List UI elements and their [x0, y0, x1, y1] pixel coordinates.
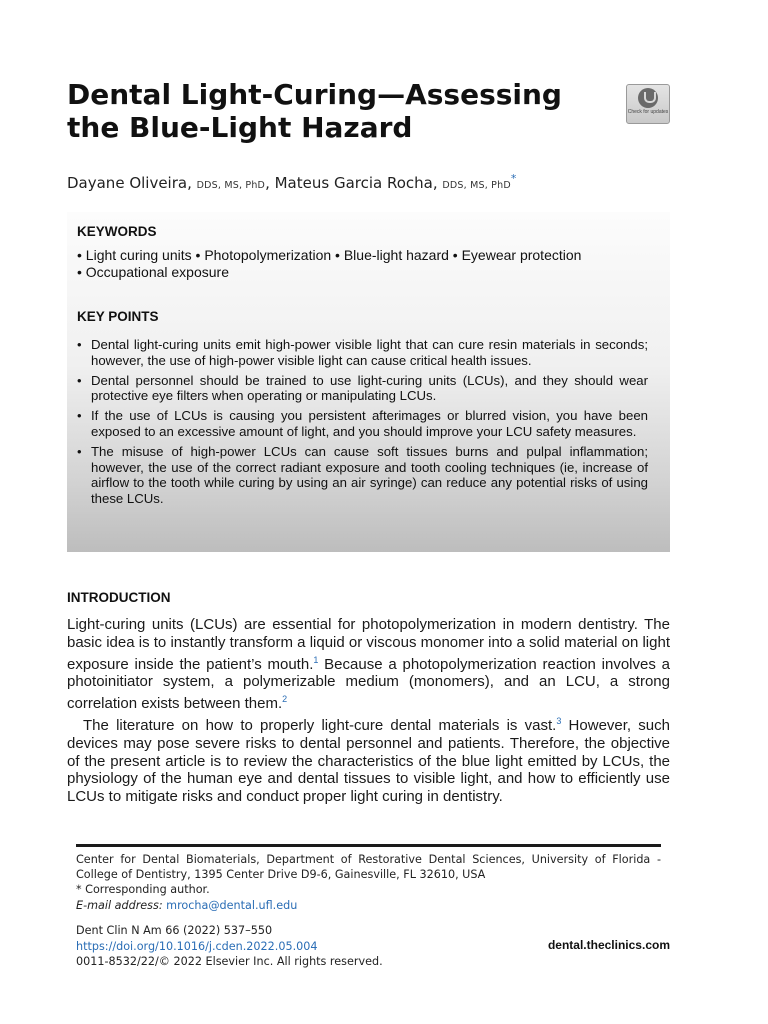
introduction-heading: INTRODUCTION [67, 590, 171, 605]
author-degrees: DDS, MS, PhD [196, 180, 266, 191]
check-for-updates-badge[interactable] [626, 84, 670, 124]
author-list [67, 172, 707, 192]
key-point-item: • If the use of LCUs is causing you persistent afterimages or blurred vision, you have been exposed to an excessive amount of light, and you should improve your LCU safety measures. [77, 408, 648, 440]
key-points-list [77, 337, 648, 511]
corresponding-note: * Corresponding author. [76, 883, 210, 897]
keywords-line: • Occupational exposure [77, 264, 229, 280]
reference-link[interactable]: 2 [282, 694, 288, 705]
paragraph-text: Because a photopolymerization reaction involves a photoinitiator system, a polymerizable medium (monomers), and an LCU, a strong correlation exists between them. [67, 655, 670, 713]
email-line [76, 898, 661, 913]
paragraph-text: Light-curing units (LCUs) are essential for photopolymerization in modern dentistry. The basic idea is to instantly transform a liquid or viscous monomer into a solid material on light exposure inside the patient’s mouth. [67, 616, 670, 673]
key-point-item: • Dental personnel should be trained to use light-curing units (LCUs), and they should wear protective eye filters when operating or manipulating LCUs. [77, 373, 648, 405]
footer-divider [76, 844, 661, 847]
paragraph-text: However, such devices may pose severe risks to dental personnel and patients. Therefore, the objective of the present article is to review the characteristics of the blue light emitted by LCUs, the physiology of the human eye and dental tissues to visible light, and how to efficiently use LCUs to mitigate risks and conduct proper light curing in dentistry. [67, 716, 670, 806]
email-link[interactable]: mrocha@dental.ufl.edu [166, 898, 298, 912]
key-points-heading: KEY POINTS [77, 309, 159, 324]
paragraph [67, 713, 670, 806]
badge-label: Check for updates [627, 109, 669, 115]
email-label: E-mail address: [76, 898, 163, 912]
doi-link[interactable]: https://doi.org/10.1016/j.cden.2022.05.004 [76, 939, 318, 953]
keywords-heading: KEYWORDS [77, 224, 157, 239]
check-for-updates-icon [638, 88, 658, 108]
affiliation-block [76, 852, 661, 913]
copyright-notice: 0011-8532/22/© 2022 Elsevier Inc. All rights reserved. [76, 955, 383, 968]
journal-site-link[interactable]: dental.theclinics.com [547, 938, 670, 952]
reference-link[interactable]: 1 [313, 654, 319, 665]
author-name: Dayane Oliveira, [67, 174, 192, 192]
author-name: , Mateus Garcia Rocha, [265, 174, 438, 192]
author-degrees: DDS, MS, PhD [442, 180, 511, 191]
key-point-item: • The misuse of high-power LCUs can cause soft tissues burns and pulpal inflammation; however, the use of the correct radiant exposure and tooth cooling techniques (ie, increase of airflow to the tooth while curing by using an air syringe) can reduce any potential risks of using these LCUs. [77, 444, 648, 507]
journal-citation: Dent Clin N Am 66 (2022) 537–550 [76, 924, 273, 937]
corresponding-author-mark[interactable]: * [510, 172, 517, 185]
reference-link[interactable]: 3 [556, 715, 562, 726]
keywords-line: • Light curing units • Photopolymerization • Blue-light hazard • Eyewear protection [77, 247, 582, 263]
paragraph-text: The literature on how to properly light-cure dental materials is vast. [83, 716, 557, 734]
paragraph [67, 616, 670, 713]
key-point-item: • Dental light-curing units emit high-power visible light that can cure resin materials in seconds; however, the use of high-power visible light can cause critical health issues. [77, 337, 648, 369]
keywords-keypoints-box [67, 212, 670, 552]
introduction-body [67, 616, 670, 806]
affiliation-text: Center for Dental Biomaterials, Department of Restorative Dental Sciences, University of Florida - College of Dentistry, 1395 Center Drive D9-6, Gainesville, FL 32610, USA [76, 853, 661, 882]
article-title: Dental Light-Curing—Assessing the Blue-Light Hazard [67, 78, 562, 144]
